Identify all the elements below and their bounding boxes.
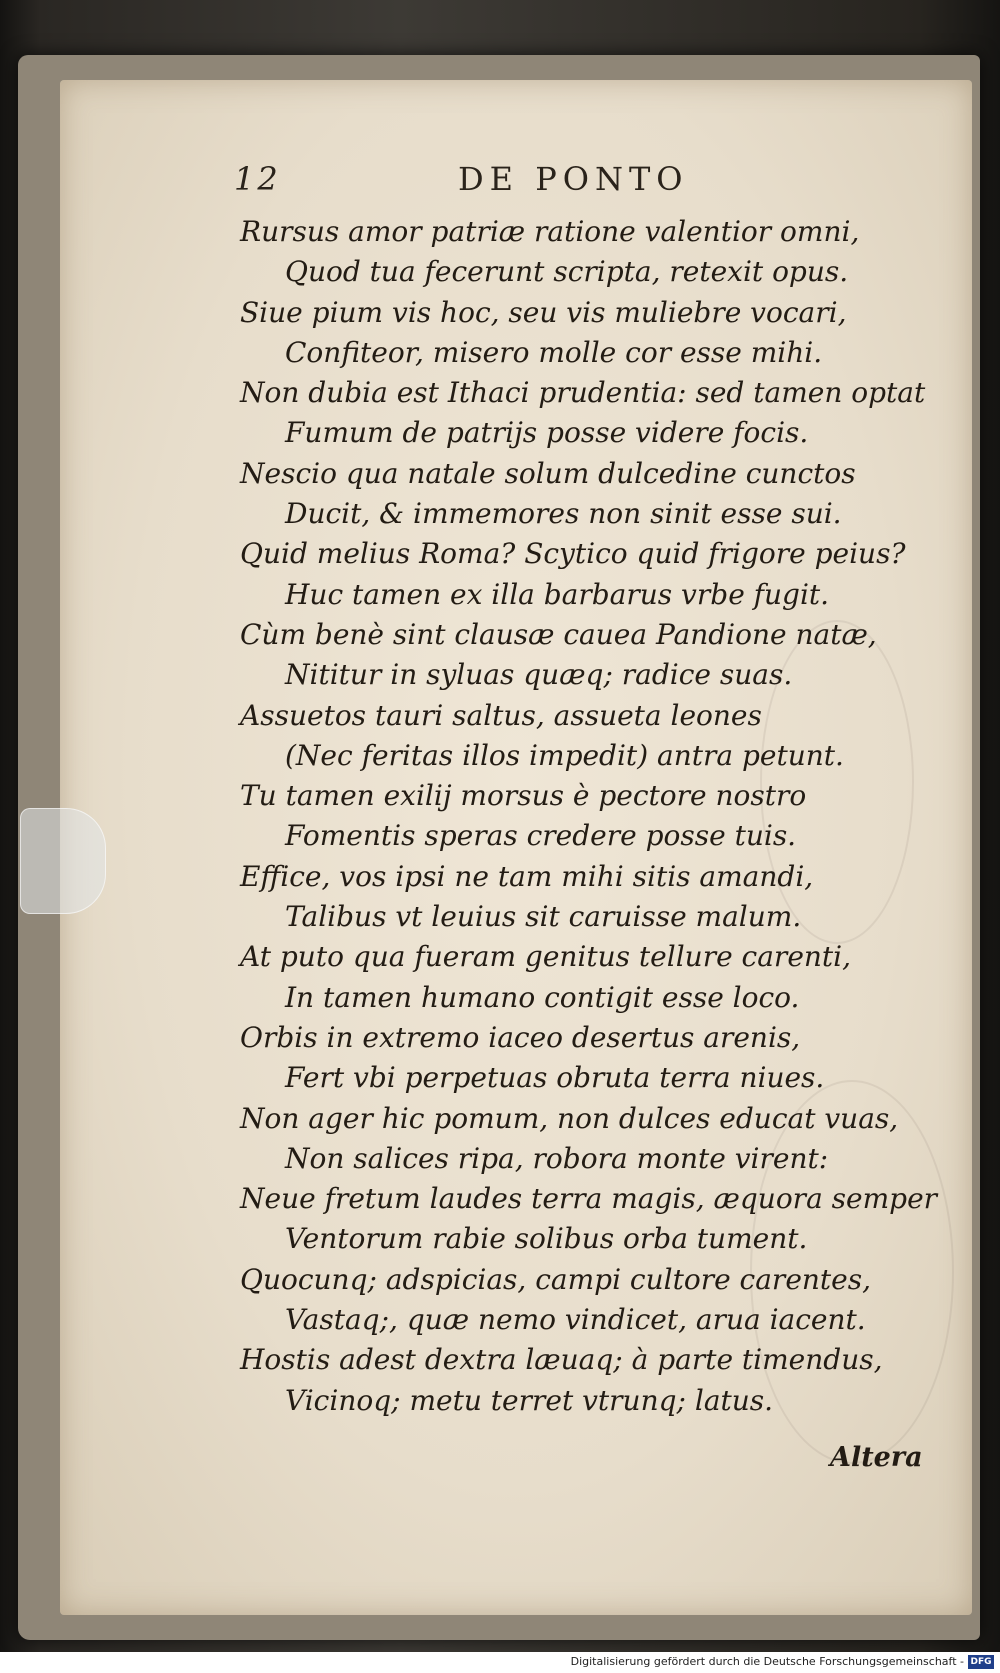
- funding-credit: Digitalisierung gefördert durch die Deutsche Forschungsgemeinschaft -: [570, 1655, 964, 1668]
- verse-line: Vastaq;, quæ nemo vindicet, arua iacent.: [285, 1303, 866, 1337]
- verse-line: At puto qua fueram genitus tellure carenti,: [240, 940, 852, 974]
- verse-line: Hostis adest dextra læuaq; à parte timendus,: [240, 1343, 883, 1377]
- dfg-logo: DFG: [968, 1655, 994, 1669]
- verse-line: Non dubia est Ithaci prudentia: sed tamen optat: [240, 376, 926, 410]
- verse-line: Effice, vos ipsi ne tam mihi sitis amandi,: [240, 859, 814, 893]
- verse-line: Non ager hic pomum, non dulces educat vuas,: [240, 1101, 899, 1135]
- verse-line: Neue fretum laudes terra magis, æquora semper: [240, 1182, 938, 1216]
- verse-line: Rursus amor patriæ ratione valentior omni,: [240, 215, 860, 248]
- verse-line: Nititur in syluas quæq; radice suas.: [285, 658, 793, 692]
- page-clip: [20, 808, 106, 914]
- digitization-footer: [0, 1652, 1000, 1673]
- verse-line: In tamen humano contigit esse loco.: [285, 980, 800, 1014]
- verse-block: [240, 212, 938, 1421]
- verse-line: Siue pium vis hoc, seu vis muliebre vocari,: [240, 295, 847, 329]
- verse-line: Tu tamen exilij morsus è pectore nostro: [240, 779, 807, 813]
- verse-line: Huc tamen ex illa barbarus vrbe fugit.: [285, 577, 830, 611]
- verse-line: Vicinoq; metu terret vtrunq; latus.: [285, 1383, 774, 1417]
- verse-line: Quid melius Roma? Scytico quid frigore peius?: [240, 537, 906, 571]
- verse-line: Quod tua fecerunt scripta, retexit opus.: [285, 255, 849, 289]
- verse-line: Confiteor, misero molle cor esse mihi.: [285, 335, 823, 369]
- verse-line: Nescio qua natale solum dulcedine cunctos: [240, 456, 856, 490]
- verse-line: Quocunq; adspicias, campi cultore carentes,: [240, 1262, 872, 1296]
- verse-line: Fumum de patrijs posse videre focis.: [285, 416, 809, 450]
- verse-line: Cùm benè sint clausæ cauea Pandione natæ,: [240, 617, 877, 651]
- verse-line: Ventorum rabie solibus orba tument.: [285, 1222, 808, 1256]
- catchword: Altera: [830, 1442, 923, 1473]
- verse-line: Non salices ripa, robora monte virent:: [285, 1141, 829, 1175]
- verse-line: Orbis in extremo iaceo desertus arenis,: [240, 1020, 801, 1054]
- running-head: [234, 160, 694, 200]
- verse-line: Fomentis speras credere posse tuis.: [285, 819, 797, 853]
- verse-line: Assuetos tauri saltus, assueta leones: [240, 698, 762, 732]
- verse-line: (Nec feritas illos impedit) antra petunt.: [285, 738, 844, 772]
- running-title: DE PONTO: [458, 160, 689, 198]
- verse-line: Ducit, & immemores non sinit esse sui.: [285, 497, 842, 531]
- page-number: 12: [234, 160, 281, 198]
- verse-line: Talibus vt leuius sit caruisse malum.: [285, 900, 802, 934]
- verse-line: Fert vbi perpetuas obruta terra niues.: [285, 1061, 825, 1095]
